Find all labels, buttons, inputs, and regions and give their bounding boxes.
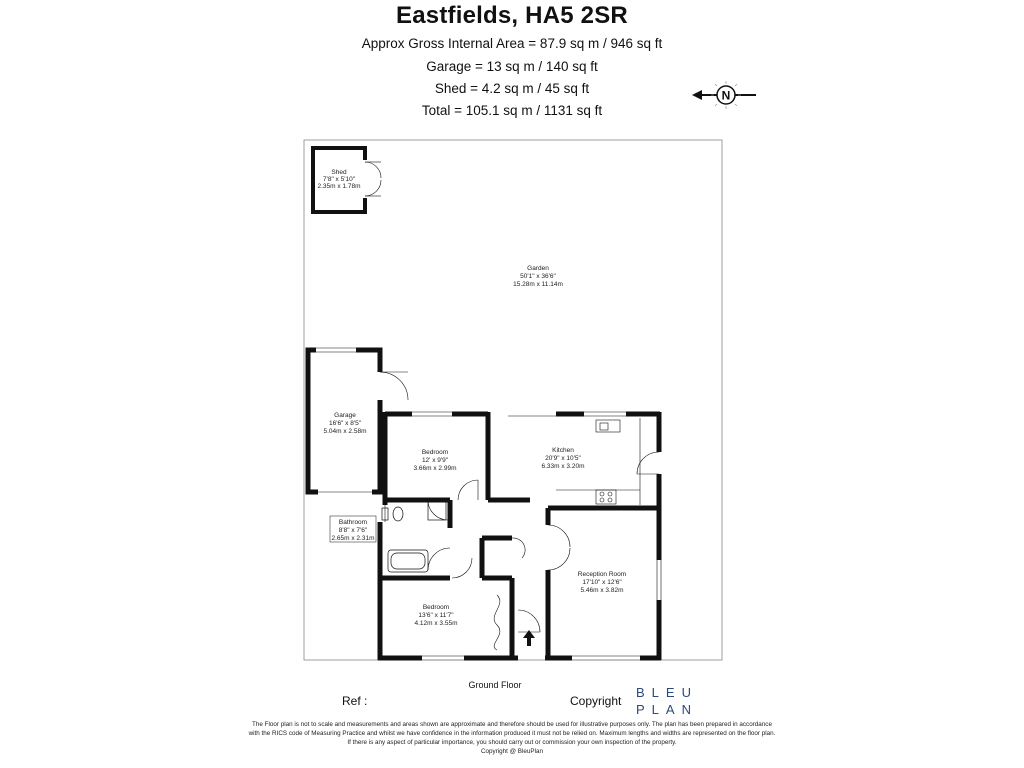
room-bedroom2-label <box>415 604 458 627</box>
svg-text:Garden: Garden <box>527 265 549 272</box>
floor-name-label: Ground Floor <box>468 680 522 690</box>
room-garage-label <box>324 412 367 435</box>
bathroom-fittings <box>382 502 446 572</box>
disclaimer-copyright: Copyright @ BleuPlan <box>480 748 544 755</box>
svg-text:2.65m x 2.31m: 2.65m x 2.31m <box>331 535 375 542</box>
svg-text:Kitchen: Kitchen <box>552 447 574 454</box>
disclaimer-text <box>220 720 804 756</box>
room-bedroom1-label <box>414 449 457 472</box>
svg-text:4.12m x 3.55m: 4.12m x 3.55m <box>414 620 458 627</box>
svg-text:3.66m x 2.99m: 3.66m x 2.99m <box>413 465 457 472</box>
entrance-arrow-icon <box>523 630 535 646</box>
room-kitchen-label <box>542 447 585 470</box>
compass-letter: N <box>721 88 731 103</box>
svg-text:5.04m x 2.58m: 5.04m x 2.58m <box>323 428 367 435</box>
copyright-label: Copyright <box>570 694 622 708</box>
svg-text:Bedroom: Bedroom <box>421 449 449 456</box>
svg-text:20'9" x 10'5": 20'9" x 10'5" <box>545 455 581 462</box>
room-reception-label <box>578 571 626 594</box>
room-shed-label <box>318 169 361 190</box>
reference-label: Ref : <box>342 694 368 708</box>
room-garden-label <box>513 265 563 288</box>
garage-area-text: Garage = 13 sq m / 140 sq ft <box>426 59 598 74</box>
bleuplan-logo <box>636 684 700 718</box>
logo-line-2: PLAN <box>636 702 698 717</box>
svg-text:Bathroom: Bathroom <box>338 519 368 526</box>
svg-text:2.35m x 1.78m: 2.35m x 1.78m <box>317 183 361 190</box>
gross-area-text: Approx Gross Internal Area = 87.9 sq m / 946 sq ft <box>361 36 663 51</box>
door-swings <box>428 452 659 650</box>
disclaimer-line-3: If there is any aspect of particular importance, you should carry out or commission your own inspection of the property. <box>347 739 677 746</box>
svg-text:17'10" x 12'6": 17'10" x 12'6" <box>582 579 622 586</box>
svg-text:50'1" x 36'6": 50'1" x 36'6" <box>520 273 556 280</box>
shed-area-text: Shed = 4.2 sq m / 45 sq ft <box>434 81 590 96</box>
svg-text:5.46m x 3.82m: 5.46m x 3.82m <box>580 587 624 594</box>
svg-text:12' x 9'9": 12' x 9'9" <box>421 457 449 464</box>
svg-text:15.28m x 11.14m: 15.28m x 11.14m <box>513 281 563 288</box>
disclaimer-line-2: with the RICS code of Measuring Practice and whilst we have confidence in the information produced it must not be relied on. Maximum lengths and widths are represented on the floor plan. <box>248 730 776 737</box>
svg-text:8'8" x 7'6": 8'8" x 7'6" <box>338 527 368 534</box>
svg-text:Shed: Shed <box>331 169 347 176</box>
total-area-text: Total = 105.1 sq m / 1131 sq ft <box>421 103 603 118</box>
svg-text:13'6" x 11'7": 13'6" x 11'7" <box>418 612 454 619</box>
svg-text:6.33m x 3.20m: 6.33m x 3.20m <box>541 463 585 470</box>
plan-title: Eastfields, HA5 2SR <box>396 2 628 29</box>
svg-text:Garage: Garage <box>334 412 356 419</box>
svg-text:Bedroom: Bedroom <box>422 604 450 611</box>
svg-text:7'8" x 5'10": 7'8" x 5'10" <box>322 176 356 183</box>
svg-text:16'6" x 8'5": 16'6" x 8'5" <box>328 420 362 427</box>
logo-line-1: BLEU <box>636 685 698 700</box>
disclaimer-line-1: The Floor plan is not to scale and measurements and areas shown are approximate and therefore should be used for illustrative purposes only. The plan has been prepared in accordance <box>252 721 772 728</box>
svg-text:Reception Room: Reception Room <box>577 571 627 578</box>
